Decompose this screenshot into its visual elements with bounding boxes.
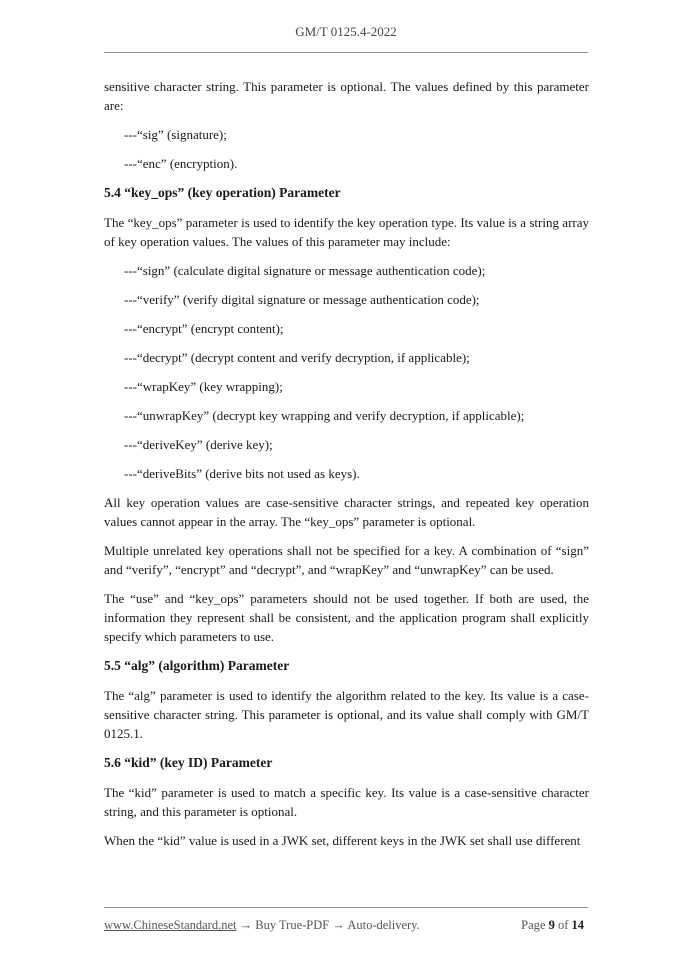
site-link[interactable]: www.ChineseStandard.net [104, 918, 237, 932]
footer-divider [104, 907, 588, 908]
page-footer [104, 918, 588, 933]
list-item-derivekey: ---“deriveKey” (derive key); [124, 437, 273, 452]
list-item-derivebits: ---“deriveBits” (derive bits not used as keys). [124, 466, 360, 481]
list-item-sign: ---“sign” (calculate digital signature or message authentication code); [124, 263, 486, 278]
arrow-right-icon: → [332, 918, 345, 932]
list-item-decrypt: ---“decrypt” (decrypt content and verify decryption, if applicable); [124, 350, 470, 365]
current-page: 9 [548, 918, 555, 932]
paragraph-5-5: The “alg” parameter is used to identify the algorithm related to the key. Its value is a case-sensitive character string. This parameter is optional, and its value shall comply with GM/T 0125.1. [104, 688, 589, 741]
section-heading-5-5: 5.5 “alg” (algorithm) Parameter [104, 658, 290, 673]
page-header: GM/T 0125.4-2022 [295, 24, 397, 39]
section-heading-5-4: 5.4 “key_ops” (key operation) Parameter [104, 185, 341, 200]
paragraph-5-6-2: When the “kid” value is used in a JWK set, different keys in the JWK set shall use different [104, 833, 581, 848]
intro-paragraph: sensitive character string. This parameter is optional. The values defined by this parameter are: [104, 79, 589, 113]
paragraph-5-4-1: The “key_ops” parameter is used to identify the key operation type. Its value is a string array of key operation values. The values of this parameter may include: [104, 215, 589, 249]
paragraph-5-6-1: The “kid” parameter is used to match a specific key. Its value is a case-sensitive character string, and this parameter is optional. [104, 785, 589, 819]
paragraph-5-4-2: All key operation values are case-sensitive character strings, and repeated key operation values cannot appear in the array. The “key_ops” parameter is optional. [104, 495, 589, 529]
list-item-wrapkey: ---“wrapKey” (key wrapping); [124, 379, 283, 394]
list-item-verify: ---“verify” (verify digital signature or message authentication code); [124, 292, 480, 307]
page-body [104, 77, 589, 860]
section-heading-5-6: 5.6 “kid” (key ID) Parameter [104, 755, 273, 770]
list-item-encrypt: ---“encrypt” (encrypt content); [124, 321, 284, 336]
page-label: Page [521, 918, 546, 932]
arrow-right-icon: → [239, 918, 253, 932]
paragraph-5-4-4: The “use” and “key_ops” parameters should not be used together. If both are used, the information they represent shall be consistent, and the application program shall explicitly specify which parameters to use. [104, 591, 589, 644]
page-number [521, 918, 584, 933]
buy-true-pdf-text: Buy True-PDF [255, 918, 330, 932]
paragraph-5-4-3: Multiple unrelated key operations shall not be specified for a key. A combination of “sign” and “verify”, “encrypt” and “decrypt”, and “wrapKey” and “unwrapKey” can be used. [104, 543, 589, 577]
of-label: of [557, 918, 569, 932]
list-item-enc: ---“enc” (encryption). [124, 156, 238, 171]
total-pages: 14 [571, 918, 584, 932]
header-divider [104, 52, 588, 53]
auto-delivery-text: Auto-delivery. [347, 918, 420, 932]
list-item-unwrapkey: ---“unwrapKey” (decrypt key wrapping and verify decryption, if applicable); [124, 408, 525, 423]
list-item-sig: ---“sig” (signature); [124, 127, 227, 142]
